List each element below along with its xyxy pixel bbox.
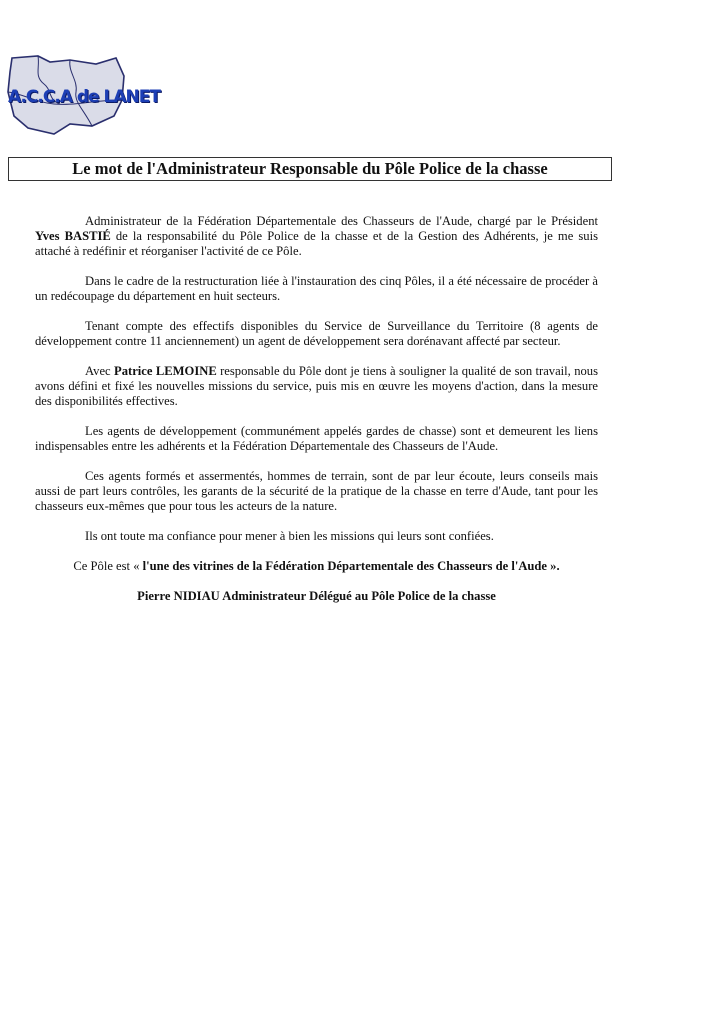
paragraph-5: Les agents de développement (communément appelés gardes de chasse) sont et demeurent les liens indispensables entre les adhérents et la Fédération Départementale des Chasseurs de l'Aude.: [35, 424, 598, 453]
p1-text-c: de la responsabilité du Pôle Police de la chasse et de la Gestion des Adhérents, je me suis attaché à redéfinir et réorganiser l'activité de ce Pôle.: [35, 229, 598, 258]
paragraph-3: Tenant compte des effectifs disponibles du Service de Surveillance du Territoire (8 agents de développement contre 11 anciennement) un agent de développement sera dorénavant affecté par secteur.: [35, 319, 598, 348]
paragraph-1: [35, 214, 598, 259]
p8-text-a: Ce Pôle est «: [73, 559, 143, 573]
logo-text: A.C.C.A de LANET: [8, 87, 160, 107]
signature: Pierre NIDIAU Administrateur Délégué au Pôle Police de la chasse: [137, 589, 496, 603]
p1-text-a: Administrateur de la Fédération Départementale des Chasseurs de l'Aude, chargé par le Président: [85, 214, 598, 228]
paragraph-4: [35, 364, 598, 409]
paragraph-6: Ces agents formés et assermentés, hommes de terrain, sont de par leur écoute, leurs conseils mais aussi de part leurs contrôles, les garants de la sécurité de la pratique de la chasse en terre d'Aude, tant pour les chasseurs eux-mêmes que pour tous les acteurs de la nature.: [35, 469, 598, 513]
article-body: [35, 214, 598, 619]
vitrine-quote: l'une des vitrines de la Fédération Départementale des Chasseurs de l'Aude ».: [142, 559, 560, 573]
pole-manager-name: Patrice LEMOINE: [114, 364, 217, 378]
paragraph-7: Ils ont toute ma confiance pour mener à bien les missions qui leurs sont confiées.: [85, 529, 494, 543]
president-name: Yves BASTIÉ: [35, 229, 111, 243]
p4-text-a: Avec: [85, 364, 115, 378]
paragraph-2: Dans le cadre de la restructuration liée à l'instauration des cinq Pôles, il a été nécessaire de procéder à un redécoupage du département en huit secteurs.: [35, 274, 598, 303]
paragraph-8: [35, 559, 598, 574]
page-title: Le mot de l'Administrateur Responsable du Pôle Police de la chasse: [8, 157, 612, 181]
p4-text-c: responsable du Pôle dont je tiens à souligner la qualité de son travail, nous avons défini et fixé les nouvelles missions du service, puis mis en œuvre les moyens d'action, dans la mesure des disponibilités effectives.: [35, 364, 598, 408]
